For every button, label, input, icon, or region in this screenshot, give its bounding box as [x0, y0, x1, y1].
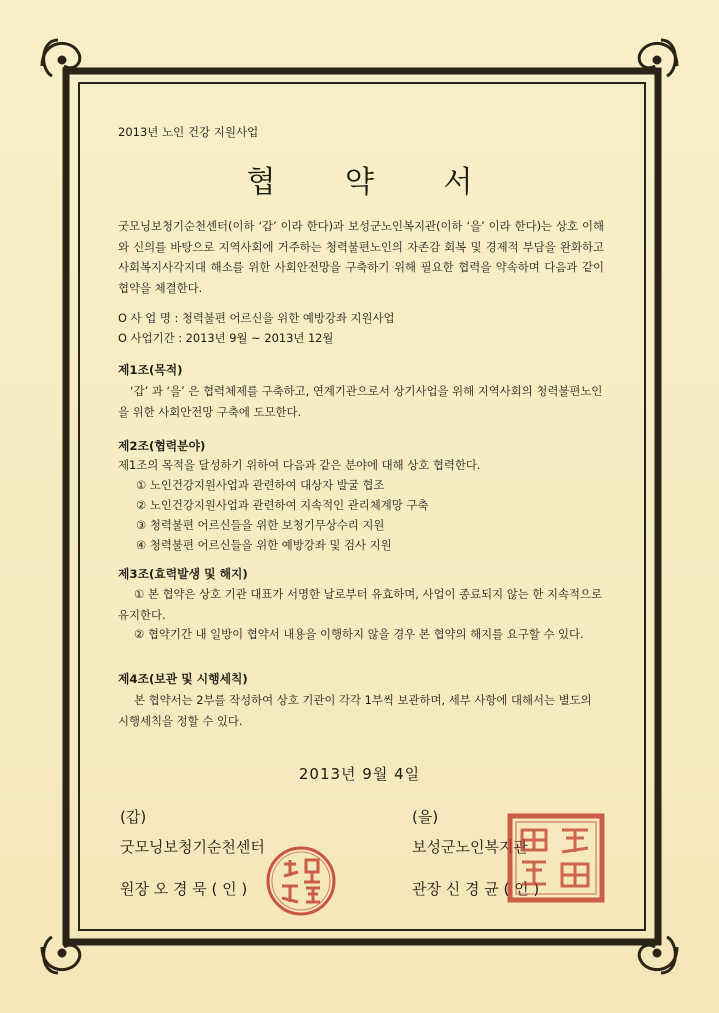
party-a-label: (갑)	[120, 808, 147, 826]
article-1-body: ‘갑’ 과 ‘을’ 은 협력체제를 구축하고, 연계기관으로서 상기사업을 위해 지역사회의 청력불편노인을 위한 사회안전망 구축에 도모한다.	[118, 384, 603, 419]
intro-paragraph: 굿모닝보청기순천센터(이하 ‘갑’ 이라 한다)과 보성군노인복지관(이하 ‘을’ 이라 한다)는 상호 이해와 신의를 바탕으로 지역사회에 거주하는 청력불편노인의 자존감 회복 및 경제적 부담을 완화하고 사회복지사각지대 해소를 위한 사회안전망을 구축하기 위해 필요한 협력을 약속하며 다음과 같이 협약을 체결한다.	[118, 219, 604, 295]
article-3-item: ② 협약기간 내 일방이 협약서 내용을 이행하지 않을 경우 본 협약의 해지를 요구할 수 있다.	[134, 627, 584, 641]
article-2-body: 제1조의 목적을 달성하기 위하여 다음과 같은 분야에 대해 상호 협력한다.	[118, 458, 481, 472]
article-2-item: ① 노인건강지원사업과 관련하여 대상자 발굴 협조	[136, 478, 385, 492]
article-3-item: ① 본 협약은 상호 기관 대표가 서명한 날로부터 유효하며, 사업이 종료되지 않는 한 지속적으로 유지한다.	[118, 587, 603, 622]
signing-date: 2013년 9월 4일	[298, 765, 421, 783]
party-a-signer: 원장 오 경 묵 ( 인 )	[120, 880, 248, 898]
party-a-round-seal	[262, 842, 340, 920]
party-b-signer: 관장 신 경 균 ( 인 )	[412, 880, 540, 898]
party-b-organization: 보성군노인복지관	[412, 838, 528, 856]
project-name-line: O 사 업 명 : 청력불편 어르신을 위한 예방강좌 지원사업	[118, 311, 395, 325]
document-subtitle: 2013년 노인 건강 지원사업	[118, 125, 259, 139]
article-4-body: 본 협약서는 2부를 작성하여 상호 기관이 각각 1부씩 보관하며, 세부 사항에 대해서는 별도의 시행세칙을 정할 수 있다.	[118, 693, 592, 728]
article-2-heading: 제2조(협력분야)	[118, 439, 206, 453]
article-4-heading: 제4조(보관 및 시행세칙)	[118, 672, 248, 686]
project-period-line: O 사업기간 : 2013년 9월 ~ 2013년 12월	[118, 331, 334, 345]
document-title: 협 약 서	[246, 165, 503, 200]
article-2-item: ② 노인건강지원사업과 관련하여 지속적인 관리체계망 구축	[136, 498, 429, 512]
article-2-item: ③ 청력불편 어르신들을 위한 보청기무상수리 지원	[136, 518, 385, 532]
party-a-organization: 굿모닝보청기순천센터	[120, 838, 265, 856]
party-b-square-seal	[506, 812, 606, 904]
article-1-heading: 제1조(목적)	[118, 363, 183, 377]
party-b-label: (을)	[412, 808, 439, 826]
article-3-heading: 제3조(효력발생 및 해지)	[118, 567, 248, 581]
article-2-item: ④ 청력불편 어르신들을 위한 예방강좌 및 검사 지원	[136, 538, 392, 552]
